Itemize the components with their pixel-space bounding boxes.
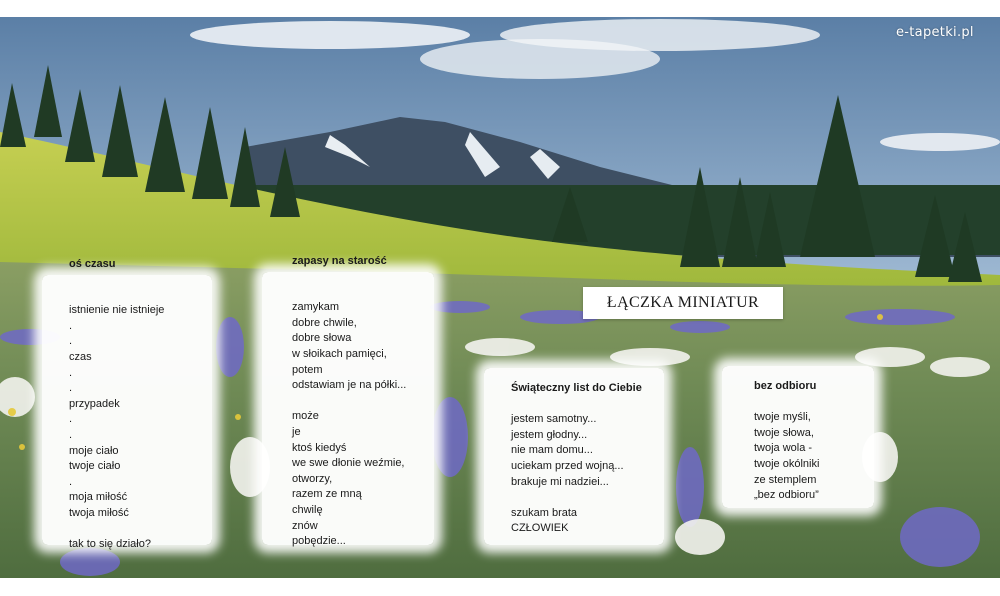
poem-line: twoja miłość — [69, 506, 129, 519]
poem-line: może — [292, 410, 319, 423]
poem-card-swiateczny-list — [484, 368, 664, 545]
poem-line — [69, 522, 212, 538]
poem-line: brakuje mi nadziei... — [511, 475, 609, 488]
poem-line: jestem głodny... — [511, 428, 588, 441]
poem-line: razem ze mną — [292, 488, 362, 501]
poem-card-os-czasu — [42, 258, 212, 551]
poem-line: . — [69, 382, 73, 395]
poem-line: potem — [292, 363, 323, 376]
poem-line: ktoś kiedyś — [292, 441, 347, 454]
poem-line: CZŁOWIEK — [511, 522, 569, 535]
poem-line: . — [69, 319, 73, 332]
poem-line — [511, 490, 664, 506]
poem-line: we swe dłonie weźmie, — [292, 457, 405, 470]
poem-line — [292, 285, 434, 301]
poem-line: moja miłość — [69, 491, 128, 504]
poem-title: oś czasu — [69, 258, 116, 270]
poem-line: twoje słowa, — [754, 426, 814, 439]
poem-line: otworzy, — [292, 472, 333, 485]
poem-card-zapasy-na-starosc — [262, 255, 434, 548]
poem-card-bez-odbioru — [722, 366, 874, 508]
poem-line: czas — [69, 350, 92, 363]
poem-line — [69, 288, 212, 304]
poem-line: w słoikach pamięci, — [292, 347, 387, 360]
poem-line: tak to się działo? — [69, 538, 151, 551]
poem-body — [292, 285, 434, 550]
poem-line: odstawiam je na półki... — [292, 379, 407, 392]
poem-title: Świąteczny list do Ciebie — [511, 382, 642, 394]
poem-line: uciekam przed wojną... — [511, 459, 624, 472]
poem-line: . — [69, 475, 73, 488]
poem-body — [69, 288, 212, 553]
poem-line: przypadek — [69, 397, 120, 410]
poem-line: istnienie nie istnieje — [69, 304, 165, 317]
poem-title: zapasy na starość — [292, 255, 387, 267]
poem-line: dobre chwile, — [292, 316, 357, 329]
poem-line — [754, 395, 874, 411]
poem-line: pobędzie... — [292, 535, 346, 548]
poem-line: twoja wola - — [754, 442, 813, 455]
poem-line: jestem samotny... — [511, 413, 597, 426]
poem-line: dobre słowa — [292, 332, 352, 345]
poem-line: „bez odbioru” — [754, 489, 819, 502]
poem-line: szukam brata — [511, 506, 578, 519]
poem-title: bez odbioru — [754, 380, 817, 392]
poem-line: ze stemplem — [754, 473, 817, 486]
poem-line: moje ciało — [69, 444, 119, 457]
poem-line: je — [292, 425, 301, 438]
poem-line: twoje okólniki — [754, 457, 820, 470]
poem-line: nie mam domu... — [511, 444, 593, 457]
poem-line — [292, 394, 434, 410]
page-title-banner: ŁĄCZKA MINIATUR — [583, 287, 783, 319]
poem-line: znów — [292, 519, 318, 532]
poem-line: . — [69, 366, 73, 379]
poem-line: twoje ciało — [69, 460, 121, 473]
poem-line: chwilę — [292, 503, 323, 516]
poem-line: . — [69, 335, 73, 348]
poem-line: . — [69, 428, 73, 441]
poem-line — [511, 397, 664, 413]
poem-line: twoje myśli, — [754, 411, 811, 424]
poem-line: zamykam — [292, 301, 340, 314]
poem-line: . — [69, 413, 73, 426]
watermark-logo: e-tapetki.pl — [896, 25, 974, 40]
